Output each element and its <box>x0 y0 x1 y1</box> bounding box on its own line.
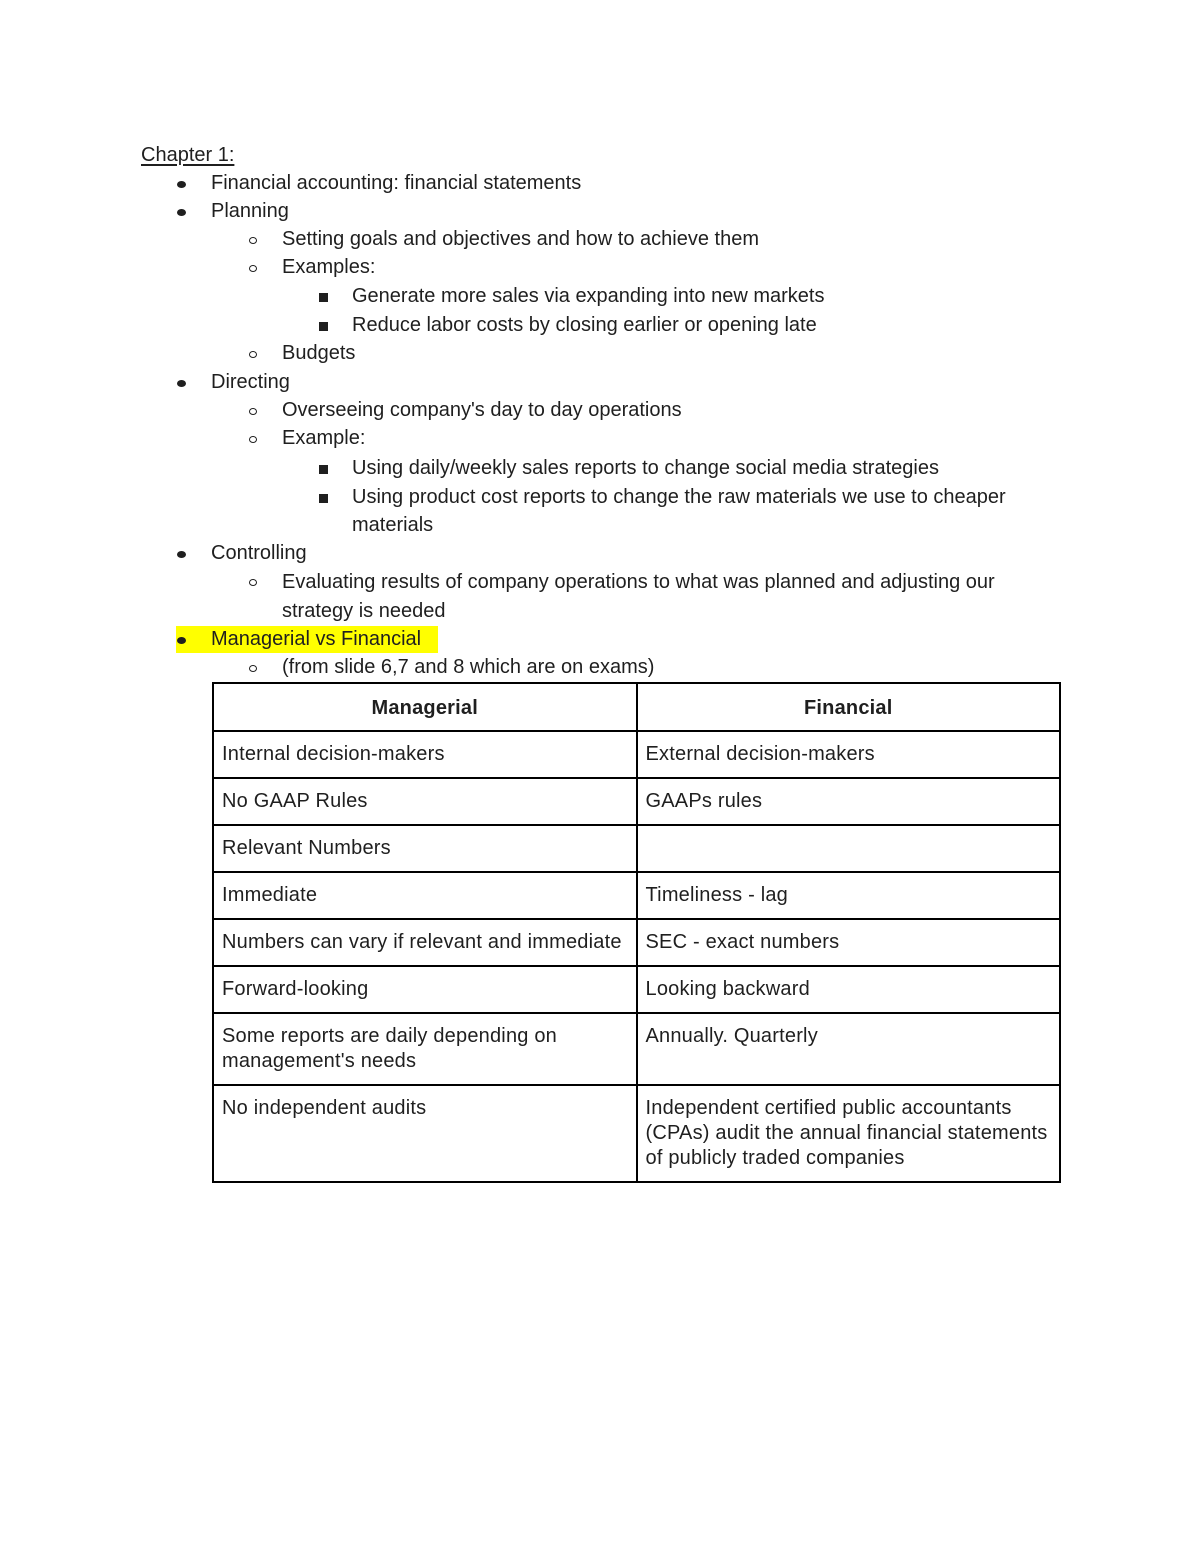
outline-item-directing: Directing <box>211 371 290 393</box>
chapter-heading: Chapter 1: <box>141 144 235 166</box>
outline-subsubitem-sales-reports: Using daily/weekly sales reports to change social media strategies <box>352 457 939 479</box>
table-row <box>213 1085 1060 1182</box>
table-cell: Immediate <box>213 872 637 919</box>
column-header-financial: Financial <box>637 683 1061 731</box>
bullet-dot-icon <box>177 209 186 216</box>
outline-subitem-evaluating-cont: strategy is needed <box>282 600 446 622</box>
table-cell: Some reports are daily depending on management's needs <box>213 1013 637 1085</box>
bullet-circle-icon <box>249 408 257 415</box>
table-cell: Looking backward <box>637 966 1061 1013</box>
table-cell: External decision-makers <box>637 731 1061 778</box>
table-cell <box>637 825 1061 872</box>
bullet-circle-icon <box>249 579 257 586</box>
outline-item-controlling: Controlling <box>211 542 307 564</box>
outline-subitem-slide-note: (from slide 6,7 and 8 which are on exams) <box>282 656 655 678</box>
bullet-circle-icon <box>249 265 257 272</box>
bullet-dot-icon <box>177 551 186 558</box>
table-cell: SEC - exact numbers <box>637 919 1061 966</box>
table-cell: Independent certified public accountants (CPAs) audit the annual financial statements of publicly traded companies <box>637 1085 1061 1182</box>
table-row <box>213 825 1060 872</box>
outline-item-planning: Planning <box>211 200 289 222</box>
table-row <box>213 872 1060 919</box>
outline-subitem-budgets: Budgets <box>282 342 356 364</box>
outline-item-financial-accounting: Financial accounting: financial statements <box>211 172 582 194</box>
table-row <box>213 966 1060 1013</box>
outline-subsubitem-product-cost-cont: materials <box>352 514 434 536</box>
comparison-table <box>212 682 1061 1183</box>
table-cell: Relevant Numbers <box>213 825 637 872</box>
outline-subsubitem-reduce-labor: Reduce labor costs by closing earlier or opening late <box>352 314 817 336</box>
bullet-square-icon <box>319 322 328 331</box>
bullet-dot-icon <box>177 181 186 188</box>
outline-subitem-example: Example: <box>282 427 366 449</box>
outline-subitem-setting-goals: Setting goals and objectives and how to achieve them <box>282 228 759 250</box>
bullet-dot-icon <box>177 637 186 644</box>
bullet-square-icon <box>319 465 328 474</box>
outline-subitem-overseeing: Overseeing company's day to day operations <box>282 399 682 421</box>
column-header-managerial: Managerial <box>213 683 637 731</box>
bullet-circle-icon <box>249 237 257 244</box>
table-cell: Internal decision-makers <box>213 731 637 778</box>
table-cell: Timeliness - lag <box>637 872 1061 919</box>
table-cell: Forward-looking <box>213 966 637 1013</box>
table-row <box>213 778 1060 825</box>
outline-subitem-evaluating: Evaluating results of company operations to what was planned and adjusting our <box>282 571 995 593</box>
table-cell: Annually. Quarterly <box>637 1013 1061 1085</box>
bullet-square-icon <box>319 293 328 302</box>
bullet-circle-icon <box>249 665 257 672</box>
outline-subitem-examples: Examples: <box>282 256 376 278</box>
table-cell: Numbers can vary if relevant and immediate <box>213 919 637 966</box>
outline-subsubitem-product-cost: Using product cost reports to change the raw materials we use to cheaper <box>352 486 1006 508</box>
table-row <box>213 919 1060 966</box>
bullet-square-icon <box>319 494 328 503</box>
outline-item-managerial-vs-financial: Managerial vs Financial <box>211 628 422 650</box>
table-row <box>213 731 1060 778</box>
table-cell: GAAPs rules <box>637 778 1061 825</box>
bullet-circle-icon <box>249 436 257 443</box>
table-cell: No independent audits <box>213 1085 637 1182</box>
table-cell: No GAAP Rules <box>213 778 637 825</box>
table-header-row <box>213 683 1060 731</box>
table-row <box>213 1013 1060 1085</box>
bullet-dot-icon <box>177 380 186 387</box>
outline-subsubitem-generate-sales: Generate more sales via expanding into new markets <box>352 285 825 307</box>
bullet-circle-icon <box>249 351 257 358</box>
